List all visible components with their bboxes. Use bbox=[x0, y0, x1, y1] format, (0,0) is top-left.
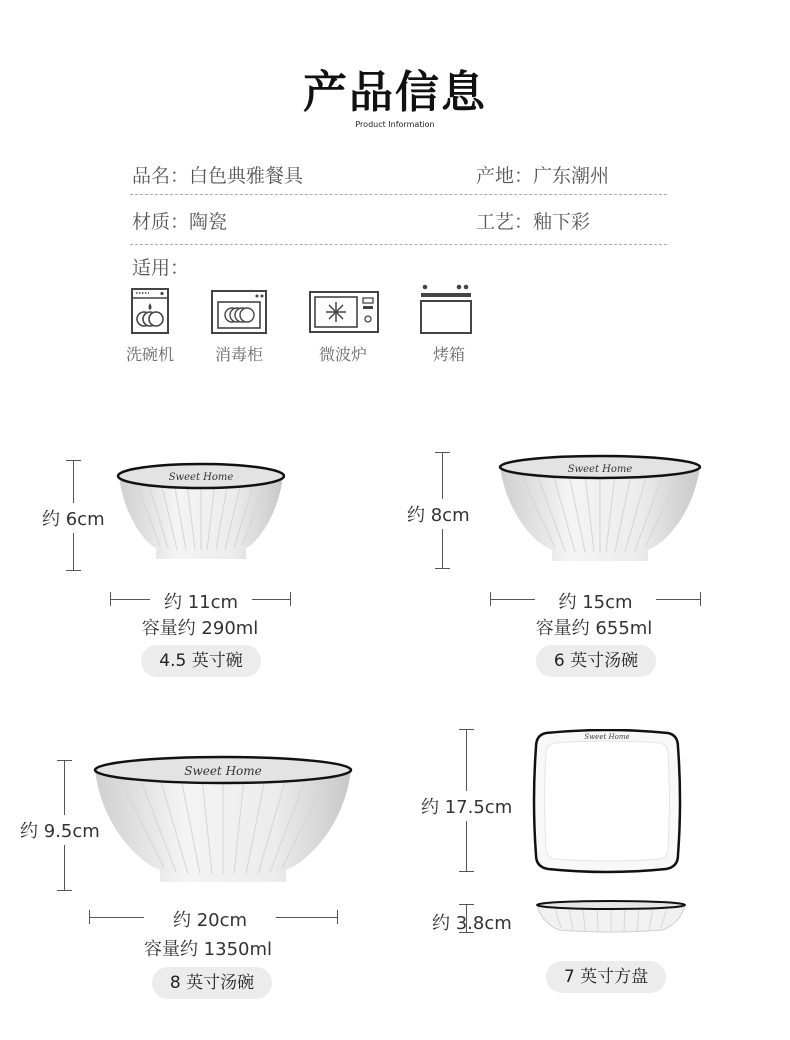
width-guide bbox=[490, 599, 535, 600]
bowl-2-print: Sweet Home bbox=[567, 464, 633, 475]
bowl-2-image bbox=[497, 454, 703, 568]
name-row bbox=[132, 161, 303, 188]
width-tick bbox=[290, 592, 291, 606]
name-value: 白色典雅餐具 bbox=[189, 165, 304, 187]
material-label: 材质： bbox=[132, 211, 190, 233]
depth-tick bbox=[459, 904, 474, 905]
origin-value: 广东潮州 bbox=[533, 165, 610, 187]
width-tick bbox=[700, 592, 701, 606]
bowl-2-height: 约 8cm bbox=[407, 499, 470, 529]
craft-row bbox=[476, 207, 590, 234]
bowl-3-print: Sweet Home bbox=[184, 764, 262, 778]
width-guide bbox=[110, 599, 150, 600]
plate-print: Sweet Home bbox=[584, 733, 630, 741]
height-tick bbox=[459, 729, 474, 730]
bowl-2-width: 约 15cm bbox=[558, 592, 633, 613]
plate-height: 约 17.5cm bbox=[421, 791, 512, 821]
bowl-1-name-badge: 4.5 英寸碗 bbox=[141, 645, 261, 677]
divider bbox=[130, 194, 667, 195]
bowl-1-image bbox=[116, 462, 286, 566]
bowl-1-capacity: 容量约 290ml bbox=[141, 618, 259, 639]
bowl-3-name-badge: 8 英寸汤碗 bbox=[152, 967, 272, 999]
width-tick bbox=[110, 592, 111, 606]
appliance-label-microwave: 微波炉 bbox=[318, 345, 367, 364]
microwave-icon bbox=[309, 291, 379, 337]
height-tick bbox=[459, 871, 474, 872]
width-tick bbox=[89, 910, 90, 924]
sterilizer-icon bbox=[211, 290, 267, 338]
width-guide bbox=[89, 917, 144, 918]
material-row bbox=[132, 207, 227, 234]
oven-icon bbox=[419, 283, 473, 339]
origin-label: 产地： bbox=[476, 165, 534, 187]
material-value: 陶瓷 bbox=[189, 211, 228, 233]
height-tick bbox=[66, 460, 81, 461]
plate-top-image bbox=[532, 729, 682, 878]
bowl-2-name-badge: 6 英寸汤碗 bbox=[536, 645, 656, 677]
divider bbox=[130, 244, 667, 245]
width-tick bbox=[337, 910, 338, 924]
height-tick bbox=[57, 760, 72, 761]
page-title: 产品信息 bbox=[303, 67, 487, 118]
appliance-label-oven: 烤箱 bbox=[432, 345, 465, 364]
height-tick bbox=[57, 890, 72, 891]
height-tick bbox=[435, 452, 450, 453]
width-tick bbox=[490, 592, 491, 606]
bowl-3-width: 约 20cm bbox=[172, 910, 248, 931]
bowl-1-height: 约 6cm bbox=[42, 503, 105, 533]
bowl-3-height: 约 9.5cm bbox=[20, 815, 100, 845]
appliance-label-sterilizer: 消毒柜 bbox=[214, 345, 263, 364]
width-guide bbox=[276, 917, 337, 918]
plate-side-image bbox=[535, 900, 687, 938]
name-label: 品名： bbox=[132, 165, 190, 187]
dishwasher-icon bbox=[131, 288, 169, 338]
suitable-label: 适用： bbox=[132, 257, 190, 279]
bowl-1-width: 约 11cm bbox=[163, 592, 239, 613]
craft-label: 工艺： bbox=[476, 211, 534, 233]
height-tick bbox=[66, 570, 81, 571]
plate-depth: 约 3.8cm bbox=[432, 913, 512, 934]
bowl-1-print: Sweet Home bbox=[168, 472, 234, 483]
bowl-2-capacity: 容量约 655ml bbox=[535, 618, 653, 639]
width-guide bbox=[252, 599, 290, 600]
plate-name-badge: 7 英寸方盘 bbox=[546, 961, 666, 993]
width-guide bbox=[656, 599, 700, 600]
bowl-3-capacity: 容量约 1350ml bbox=[143, 939, 273, 960]
bowl-3-image bbox=[92, 754, 354, 888]
page-subtitle: Product Information bbox=[355, 120, 435, 129]
origin-row bbox=[476, 161, 609, 188]
appliance-label-dishwasher: 洗碗机 bbox=[125, 345, 174, 364]
craft-value: 釉下彩 bbox=[533, 211, 591, 233]
height-tick bbox=[435, 568, 450, 569]
